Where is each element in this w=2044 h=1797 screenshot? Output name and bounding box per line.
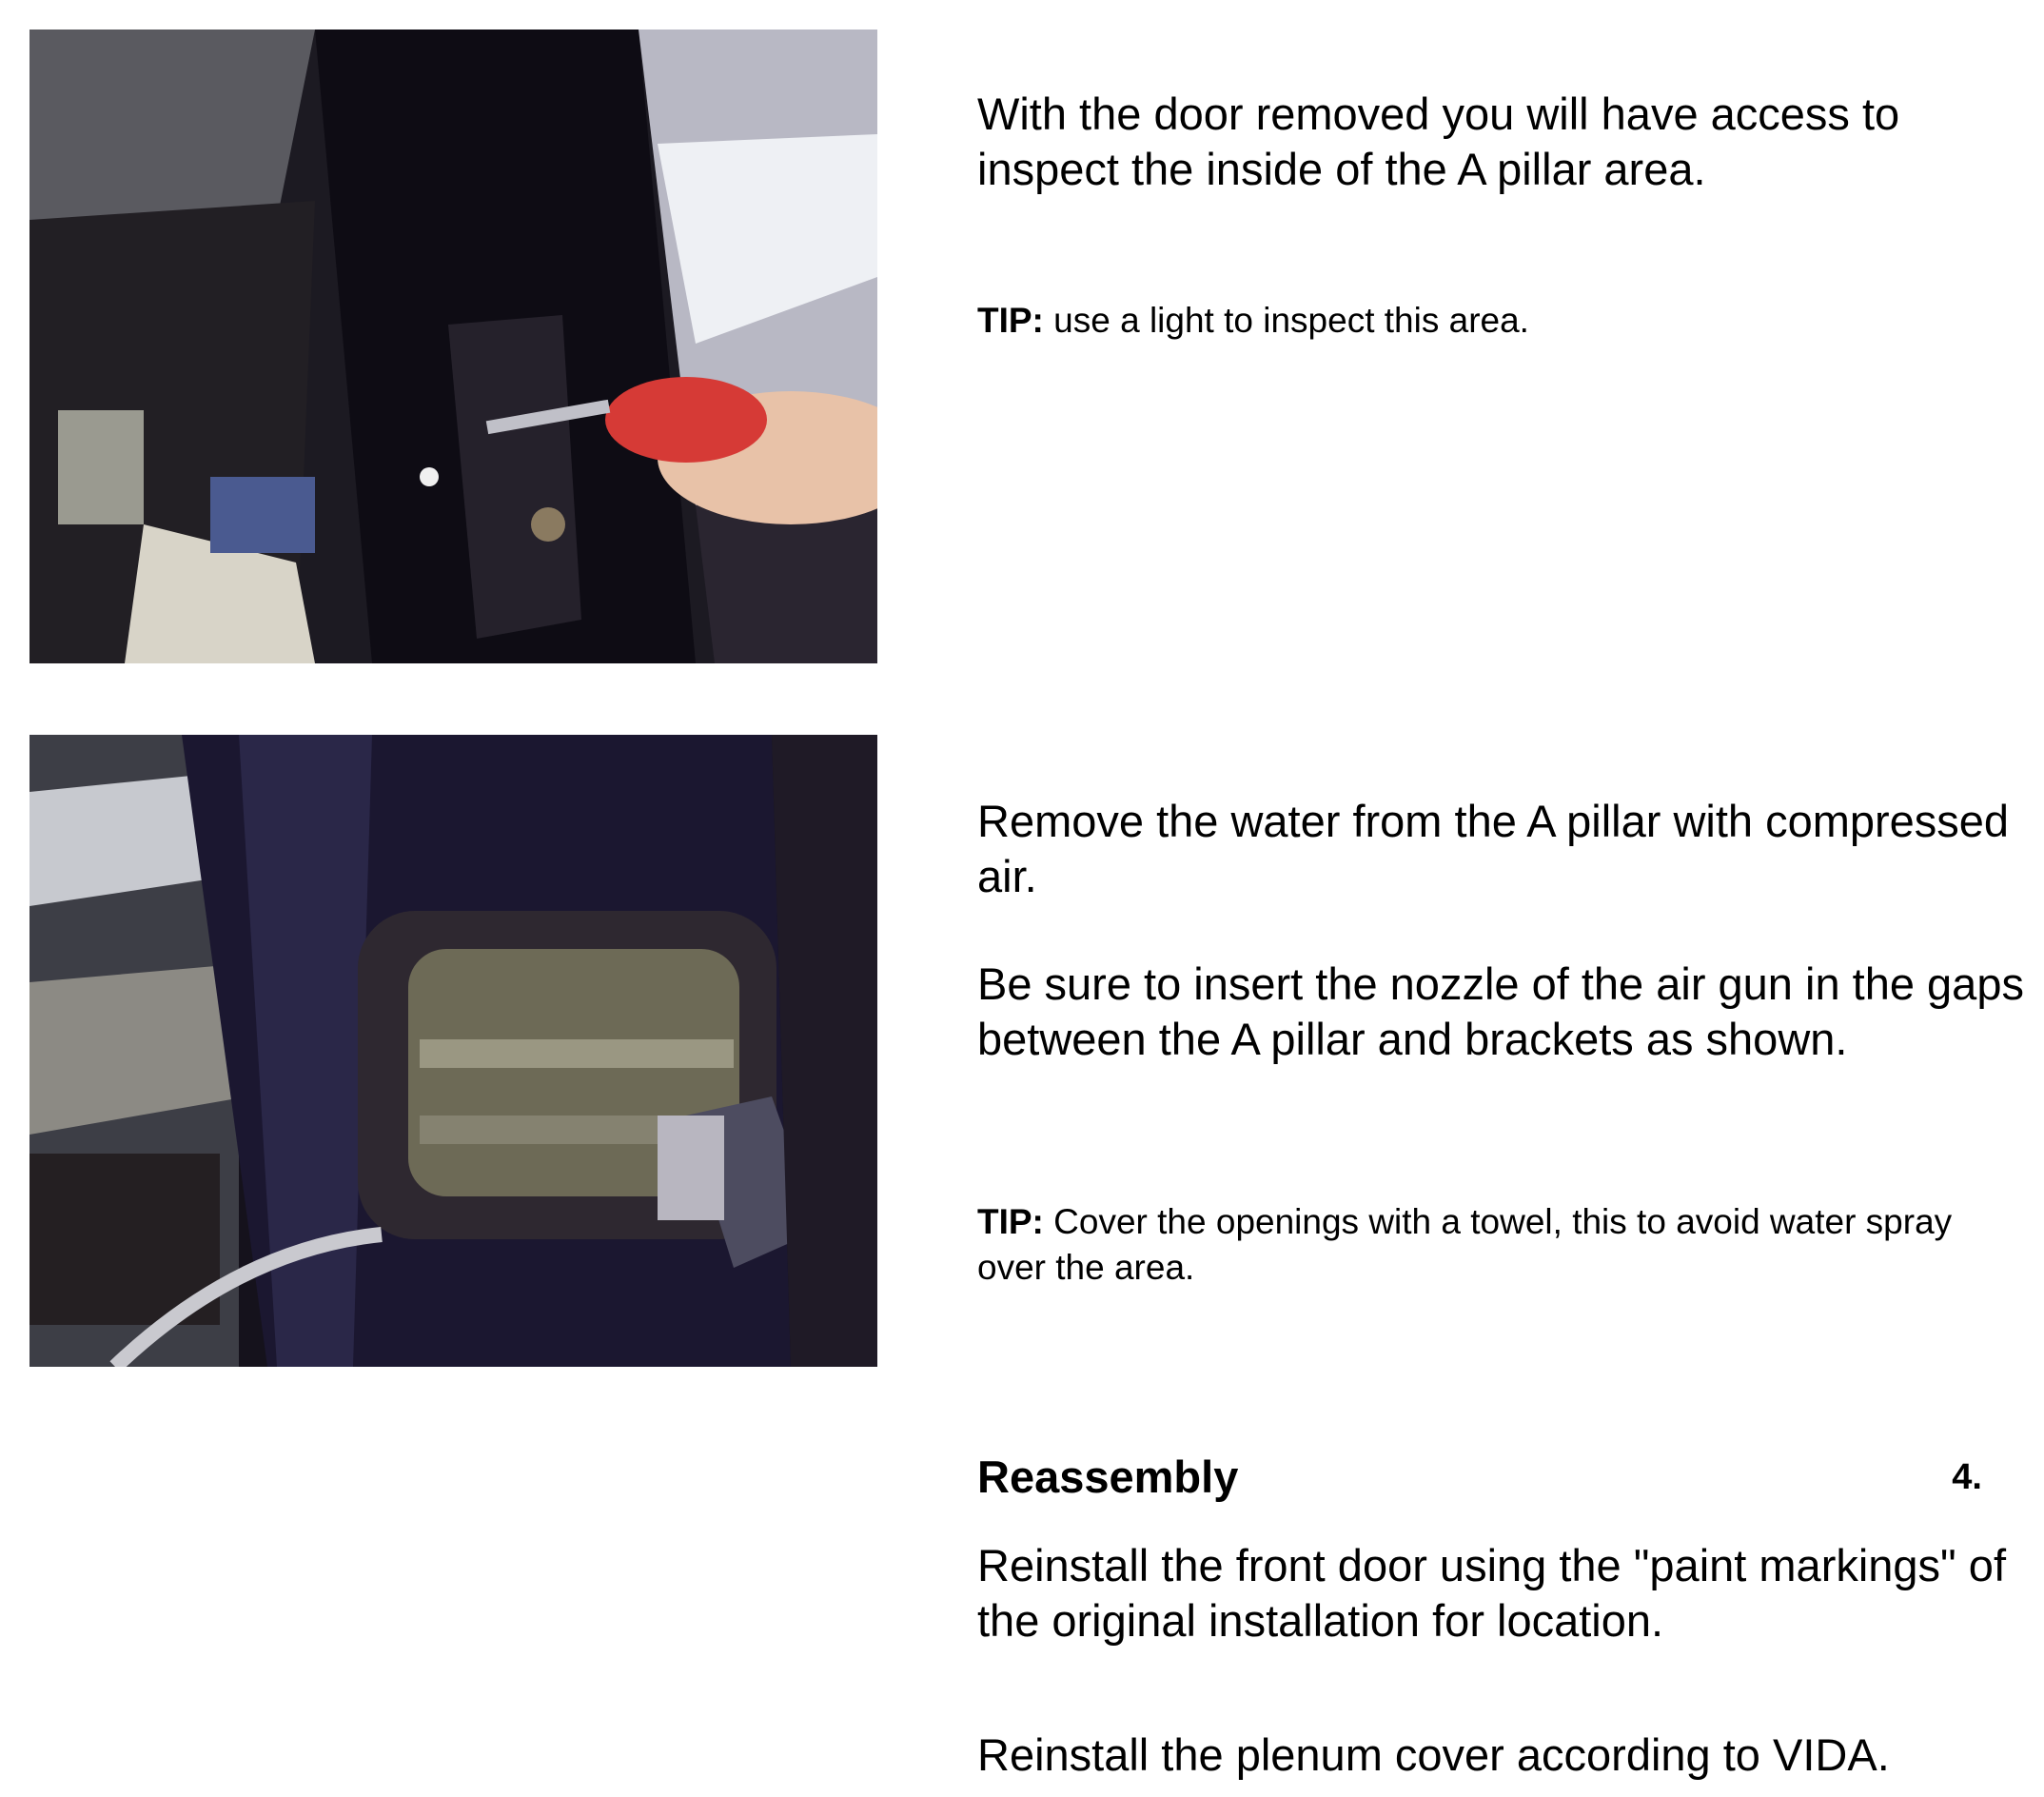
reinstall-door-instruction: Reinstall the front door using the "paint markings" of the original installation for location.: [977, 1540, 2006, 1646]
step-number: 4.: [1952, 1457, 1982, 1497]
tip-label: TIP:: [977, 301, 1044, 340]
section-2: [977, 794, 2024, 904]
reinstall-plenum: [977, 1728, 2024, 1783]
reinstall-plenum-instruction: Reinstall the plenum cover according to VIDA.: [977, 1729, 1890, 1780]
compressed-air-photo: [29, 735, 877, 1367]
section-2-nozzle: [977, 957, 2024, 1067]
section-1: [977, 87, 2024, 197]
a-pillar-inspection-photo: [29, 30, 877, 663]
nozzle-instruction: Be sure to insert the nozzle of the air gun in the gaps between the A pillar and brackets as shown.: [977, 958, 2024, 1064]
tip-text: Cover the openings with a towel, this to avoid water spray over the area.: [977, 1202, 1953, 1287]
access-instruction: With the door removed you will have access to inspect the inside of the A pillar area.: [977, 89, 1900, 194]
reinstall-door: [977, 1538, 2024, 1649]
tip-1: [977, 298, 2024, 344]
tip-text: use a light to inspect this area.: [1043, 301, 1529, 340]
remove-water-instruction: Remove the water from the A pillar with compressed air.: [977, 796, 2010, 901]
section-heading: Reassembly: [977, 1451, 1239, 1502]
tip-label: TIP:: [977, 1202, 1044, 1241]
reassembly-header: [977, 1450, 2024, 1505]
tip-2: [977, 1199, 2024, 1291]
